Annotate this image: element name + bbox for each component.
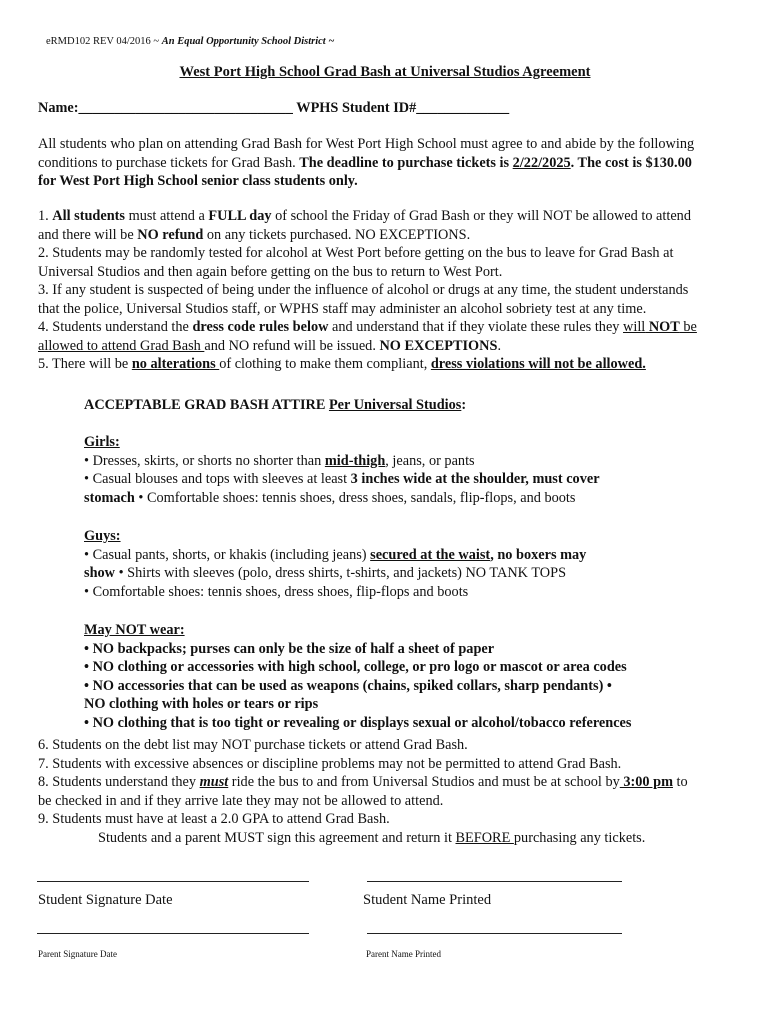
intro-paragraph (38, 135, 738, 191)
item-text: • Dresses, skirts, or shorts no shorter than (84, 452, 325, 469)
rule-text: on any tickets purchased. NO EXCEPTIONS. (203, 226, 471, 243)
rules-list (38, 207, 738, 374)
intro-line-3: for West Port High School senior class students only. (38, 173, 358, 189)
rule-emphasis: 3:00 pm (619, 774, 673, 790)
rule-7: 7. Students with excessive absences or discipline problems may not be permitted to attend Grad Bash. (38, 755, 622, 772)
student-signature-line[interactable] (37, 881, 309, 882)
rule-2-line-2: Universal Studios and then again before getting on the bus to return to West Port. (38, 263, 503, 280)
item-emphasis: mid-thigh (324, 452, 386, 469)
girls-item (84, 452, 744, 471)
student-id-line (38, 99, 509, 118)
deadline-date: 2/22/2025 (512, 154, 571, 171)
item-emphasis: show (84, 565, 115, 581)
not-wear-label: May NOT wear: (84, 622, 185, 638)
cost-text: . The cost is $130.00 (570, 154, 692, 171)
student-name-line[interactable] (367, 881, 622, 882)
final-text: purchasing any tickets. (513, 830, 646, 846)
not-wear-item: • NO clothing or accessories with high school, college, or pro logo or mascot or area codes (84, 659, 627, 675)
rule-8-line-1 (38, 773, 738, 792)
rule-text: 5. There will be (38, 356, 132, 372)
rule-text: of school the Friday of Grad Bash or they will NOT be allowed to attend (271, 208, 691, 224)
parent-name-line[interactable] (367, 933, 622, 934)
item-emphasis: secured at the waist (370, 546, 491, 563)
item-text: • Shirts with sleeves (polo, dress shirts, t-shirts, and jackets) NO TANK TOPS (115, 565, 567, 581)
guys-item: • Comfortable shoes: tennis shoes, dress shoes, flip-flops and boots (84, 583, 469, 600)
guys-item (84, 546, 744, 565)
rule-4-line-1 (38, 318, 738, 337)
rule-emphasis: dress code rules below (192, 319, 329, 335)
item-text: , jeans, or pants (385, 452, 475, 469)
not-wear-section (84, 621, 744, 732)
rule-emphasis: All students (52, 208, 125, 224)
rule-number: 1. (38, 208, 53, 224)
parent-name-label: Parent Name Printed (366, 949, 441, 959)
guys-label: Guys: (84, 528, 121, 544)
parent-signature-label: Parent Signature Date (38, 949, 117, 959)
intro-line-1: All students who plan on attending Grad Bash for West Port High School must agree to and abide by the following (38, 136, 695, 152)
form-code: eRMD102 REV 04/2016 ~ (46, 36, 160, 47)
rule-3-line-1: 3. If any student is suspected of being under the influence of alcohol or drugs at any time, the student understands (38, 282, 689, 298)
student-name-label: Student Name Printed (363, 892, 492, 908)
not-wear-item: NO clothing with holes or tears or rips (84, 696, 319, 712)
final-instruction (98, 829, 645, 848)
not-wear-item: • NO clothing that is too tight or revealing or displays sexual or alcohol/tobacco references (84, 714, 632, 731)
intro-line-2 (38, 154, 738, 173)
final-emphasis: BEFORE (455, 830, 514, 846)
rule-8-line-2: be checked in and if they arrive late they may not be allowed to attend. (38, 792, 444, 809)
rule-text: ride the bus to and from Universal Studios and must be at school by (228, 774, 620, 790)
rule-emphasis: will (623, 319, 646, 335)
rule-emphasis: no alterations (131, 356, 220, 372)
attire-heading (84, 396, 744, 415)
rules-list-continued (38, 736, 738, 829)
rule-2-line-1: 2. Students may be randomly tested for alcohol at West Port before getting on the bus to leave for Grad Bash at (38, 245, 674, 261)
rule-text: . (497, 337, 502, 354)
deadline-label: The deadline to purchase tickets is (299, 154, 513, 171)
item-text: • Comfortable shoes: tennis shoes, dress shoes, sandals, flip-flops, and boots (134, 489, 576, 506)
item-emphasis: stomach (84, 489, 135, 506)
guys-item (84, 564, 744, 583)
attire-heading-colon: : (461, 397, 467, 413)
not-wear-item: • NO accessories that can be used as weapons (chains, spiked collars, sharp pendants) • (84, 677, 612, 694)
girls-item (84, 470, 744, 489)
rule-4-line-2 (38, 337, 738, 356)
student-id-blank: _____________ (416, 100, 510, 116)
item-text: • Casual pants, shorts, or khakis (including jeans) (84, 546, 371, 563)
final-text: Students and a parent MUST sign this agreement and return it (98, 830, 456, 846)
rule-1-line-2 (38, 226, 738, 245)
rule-1-line-1 (38, 207, 738, 226)
item-emphasis: , no boxers may (490, 546, 587, 563)
student-signature-label: Student Signature Date (38, 892, 173, 908)
page-title: West Port High School Grad Bash at Universal Studios Agreement (179, 64, 591, 80)
rule-emphasis: allowed to attend Grad Bash (38, 337, 205, 354)
rule-text: to (672, 774, 688, 790)
rule-text: must attend a (125, 208, 209, 224)
guys-section (84, 527, 744, 601)
rule-emphasis: must (199, 774, 229, 790)
rule-9: 9. Students must have at least a 2.0 GPA to attend Grad Bash. (38, 811, 390, 827)
name-blank: ______________________________ (78, 100, 293, 116)
rule-emphasis: be (679, 319, 697, 335)
name-label: Name: (38, 100, 79, 116)
attire-heading-source: Per Universal Studios (328, 397, 462, 413)
parent-signature-line[interactable] (37, 933, 309, 934)
rule-emphasis: FULL day (208, 208, 272, 224)
rule-emphasis: NO EXCEPTIONS (379, 337, 498, 354)
intro-conditions: conditions to purchase tickets for Grad Bash. (38, 154, 300, 171)
form-header (46, 36, 334, 47)
rule-text: 8. Students understand they (38, 774, 200, 790)
rule-5-line-1 (38, 355, 738, 374)
rule-text: 4. Students understand the (38, 319, 193, 335)
attire-heading-text: ACCEPTABLE GRAD BASH ATTIRE (84, 397, 329, 413)
girls-item (84, 489, 744, 508)
rule-emphasis: NO refund (137, 226, 204, 243)
student-id-label: WPHS Student ID# (296, 100, 417, 116)
rule-6: 6. Students on the debt list may NOT purchase tickets or attend Grad Bash. (38, 737, 468, 753)
girls-label: Girls: (84, 434, 120, 450)
rule-text: of clothing to make them compliant, (219, 356, 431, 372)
rule-emphasis: NOT (645, 319, 680, 335)
item-text: • Casual blouses and tops with sleeves at least (84, 471, 351, 487)
rule-text: and there will be (38, 226, 138, 243)
header-tagline: An Equal Opportunity School District ~ (161, 36, 335, 47)
rule-text: and NO refund will be issued. (204, 337, 380, 354)
rule-text: and understand that if they violate these rules they (328, 319, 624, 335)
rule-3-line-2: that the police, Universal Studios staff, or WPHS staff may administer an alcohol sobriety test at any time. (38, 300, 647, 317)
girls-section (84, 433, 744, 507)
rule-emphasis: dress violations will not be allowed. (430, 356, 646, 372)
not-wear-item: • NO backpacks; purses can only be the size of half a sheet of paper (84, 640, 495, 657)
item-emphasis: 3 inches wide at the shoulder, must cover (350, 471, 600, 487)
